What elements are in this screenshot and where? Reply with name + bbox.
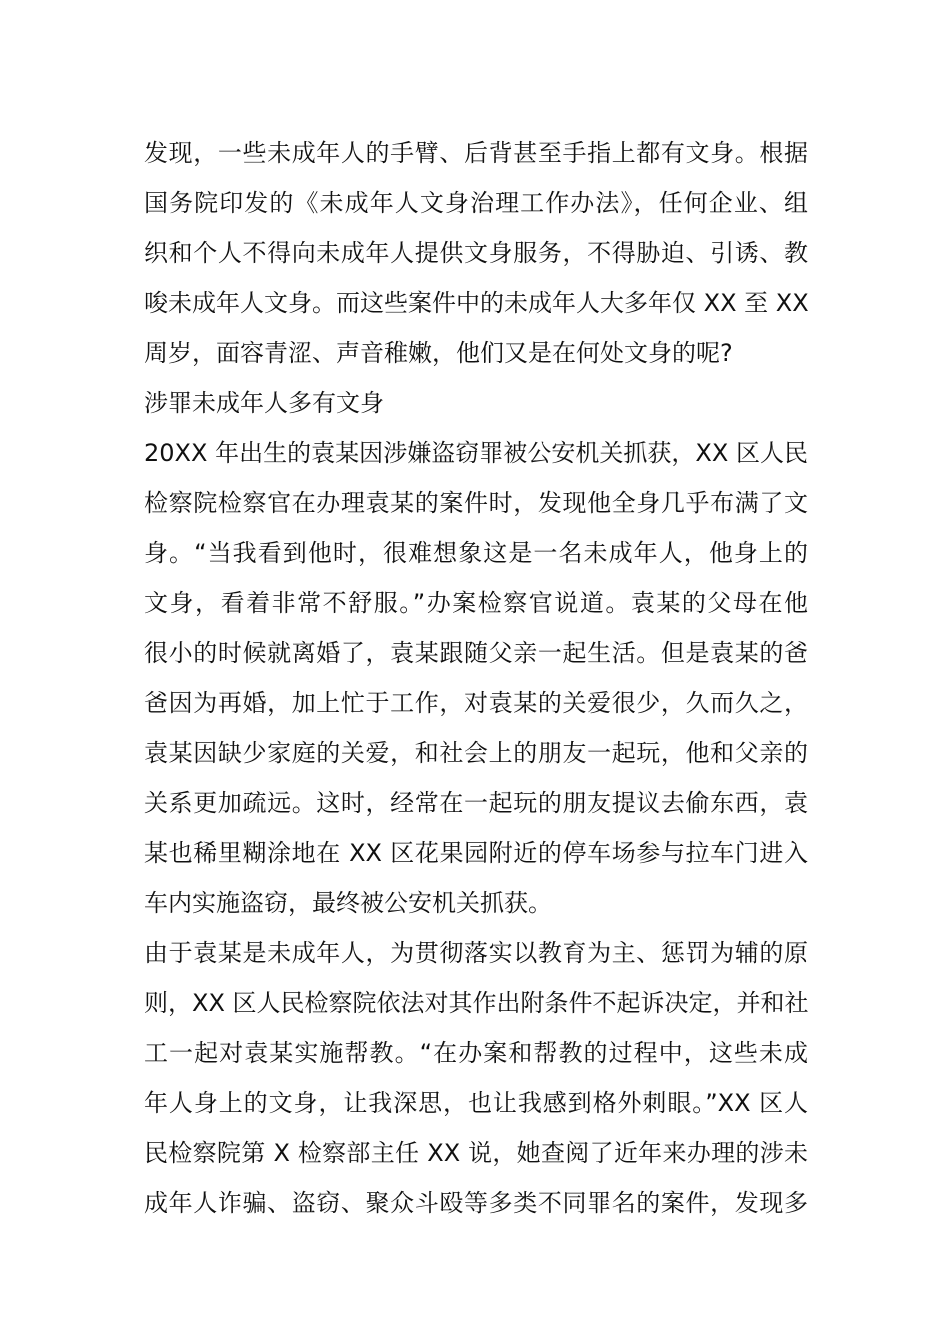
text-line: 唆未成年人文身。而这些案件中的未成年人大多年仅 XX 至 XX — [144, 289, 809, 317]
text-line: 年人身上的文身，让我深思，也让我感到格外刺眼。”XX 区人 — [144, 1089, 808, 1117]
text-line: 很小的时候就离婚了，袁某跟随父亲一起生活。但是袁某的爸 — [144, 639, 808, 667]
text-line: 则，XX 区人民检察院依法对其作出附条件不起诉决定，并和社 — [144, 989, 809, 1017]
text-line: 某也稀里糊涂地在 XX 区花果园附近的停车场参与拉车门进入 — [144, 839, 808, 867]
heading-text: 涉罪未成年人多有文身 — [144, 389, 384, 417]
text-line: 周岁，面容青涩、声音稚嫩，他们又是在何处文身的呢? — [144, 339, 733, 367]
text-line: 发现，一些未成年人的手臂、后背甚至手指上都有文身。根据 — [144, 139, 808, 167]
text-line: 袁某因缺少家庭的关爱，和社会上的朋友一起玩，他和父亲的 — [144, 739, 808, 767]
text-line: 车内实施盗窃，最终被公安机关抓获。 — [144, 889, 552, 917]
text-line: 织和个人不得向未成年人提供文身服务，不得胁迫、引诱、教 — [144, 239, 808, 267]
text-line: 民检察院第 X 检察部主任 XX 说，她查阅了近年来办理的涉未 — [144, 1139, 808, 1167]
paragraph-1 — [144, 128, 808, 378]
text-line: 由于袁某是未成年人，为贯彻落实以教育为主、惩罚为辅的原 — [144, 939, 808, 967]
text-line: 工一起对袁某实施帮教。“在办案和帮教的过程中，这些未成 — [144, 1039, 808, 1067]
document-body — [144, 128, 808, 1228]
text-line: 爸因为再婚，加上忙于工作，对袁某的关爱很少，久而久之， — [144, 689, 808, 717]
paragraph-3 — [144, 928, 808, 1228]
text-line: 检察院检察官在办理袁某的案件时，发现他全身几乎布满了文 — [144, 489, 808, 517]
text-line: 文身，看着非常不舒服。”办案检察官说道。袁某的父母在他 — [144, 589, 808, 617]
text-line: 20XX 年出生的袁某因涉嫌盗窃罪被公安机关抓获，XX 区人民 — [144, 439, 808, 467]
text-line: 关系更加疏远。这时，经常在一起玩的朋友提议去偷东西，袁 — [144, 789, 808, 817]
text-line: 成年人诈骗、盗窃、聚众斗殴等多类不同罪名的案件，发现多 — [144, 1189, 808, 1217]
section-heading — [144, 378, 808, 428]
paragraph-2 — [144, 428, 808, 928]
text-line: 身。“当我看到他时，很难想象这是一名未成年人，他身上的 — [144, 539, 808, 567]
text-line: 国务院印发的《未成年人文身治理工作办法》，任何企业、组 — [144, 189, 808, 217]
